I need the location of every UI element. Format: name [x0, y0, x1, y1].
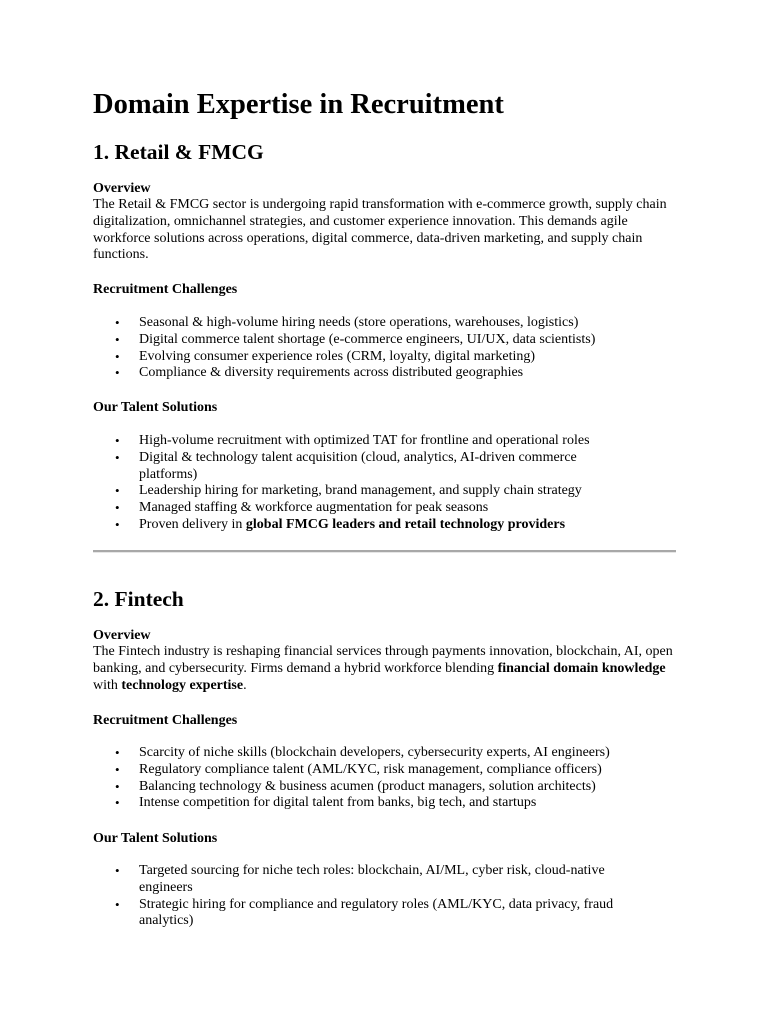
list-item: • Strategic hiring for compliance and regulatory roles (AML/KYC, data privacy, fraud analytics) — [115, 896, 614, 929]
list-item: • Balancing technology & business acumen (product managers, solution architects) — [115, 778, 596, 794]
list-item: • Evolving consumer experience roles (CRM, loyalty, digital marketing) — [115, 348, 536, 364]
list-item: • Seasonal & high-volume hiring needs (store operations, warehouses, logistics) — [115, 315, 579, 330]
emphasis-text: technology expertise — [121, 677, 244, 693]
bullet-icon: • — [115, 315, 120, 330]
bullet-icon: • — [115, 348, 120, 364]
overview-label: Overview — [93, 181, 151, 196]
list-item: • Intense competition for digital talent from banks, big tech, and startups — [115, 795, 537, 811]
bullet-icon: • — [115, 761, 120, 777]
list-item: • Scarcity of niche skills (blockchain developers, cybersecurity experts, AI engineers) — [115, 745, 610, 760]
overview-paragraph: The Fintech industry is reshaping financial services through payments innovation, blockchain, AI, open banking, and cybersecurity. Firms demand a hybrid workforce blending financial domain knowledge with technology expertise. — [93, 644, 673, 693]
challenges-list — [93, 315, 683, 382]
section-heading-fintech: 2. Fintech — [93, 587, 184, 611]
list-item: • Managed staffing & workforce augmentation for peak seasons — [115, 500, 489, 516]
overview-paragraph: The Retail & FMCG sector is undergoing rapid transformation with e-commerce growth, supply chain digitalization, omnichannel strategies, and customer experience innovation. This demands agile workforce solutions across operations, digital commerce, data-driven marketing, and supply chain functions. — [93, 197, 667, 263]
list-item: • Digital & technology talent acquisition (cloud, analytics, AI-driven commerce platforms) — [115, 449, 577, 482]
list-item: • Compliance & diversity requirements across distributed geographies — [115, 365, 524, 381]
list-item: • Proven delivery in global FMCG leaders and retail technology providers — [115, 516, 566, 532]
emphasis-text: financial domain knowledge — [497, 660, 666, 676]
bullet-icon: • — [115, 896, 120, 912]
list-item: • Digital commerce talent shortage (e-commerce engineers, UI/UX, data scientists) — [115, 331, 596, 347]
bullet-icon: • — [115, 745, 120, 760]
list-item: • Leadership hiring for marketing, brand management, and supply chain strategy — [115, 483, 582, 499]
bullet-icon: • — [115, 516, 120, 532]
challenges-list — [93, 745, 683, 812]
recruitment-challenges-label: Recruitment Challenges — [93, 282, 238, 297]
document-title: Domain Expertise in Recruitment — [93, 89, 504, 120]
bullet-icon: • — [115, 500, 120, 516]
bullet-icon: • — [115, 449, 120, 465]
solutions-list — [93, 863, 683, 930]
bullet-icon: • — [115, 863, 120, 878]
recruitment-challenges-label: Recruitment Challenges — [93, 713, 238, 728]
emphasis-text: global FMCG leaders and retail technology providers — [245, 516, 566, 532]
bullet-icon: • — [115, 331, 120, 347]
list-item: • Regulatory compliance talent (AML/KYC, risk management, compliance officers) — [115, 761, 602, 777]
list-item: • High-volume recruitment with optimized TAT for frontline and operational roles — [115, 433, 590, 448]
bullet-icon: • — [115, 483, 120, 499]
overview-label: Overview — [93, 628, 151, 643]
bullet-icon: • — [115, 778, 120, 794]
bullet-icon: • — [115, 433, 120, 448]
bullet-icon: • — [115, 365, 120, 381]
horizontal-divider — [93, 550, 676, 553]
talent-solutions-label: Our Talent Solutions — [93, 831, 218, 846]
bullet-icon: • — [115, 795, 120, 811]
section-heading-retail-fmcg: 1. Retail & FMCG — [93, 140, 264, 164]
talent-solutions-label: Our Talent Solutions — [93, 400, 218, 415]
list-item: • Targeted sourcing for niche tech roles: blockchain, AI/ML, cyber risk, cloud-native engineers — [115, 863, 605, 895]
solutions-list — [93, 433, 683, 534]
